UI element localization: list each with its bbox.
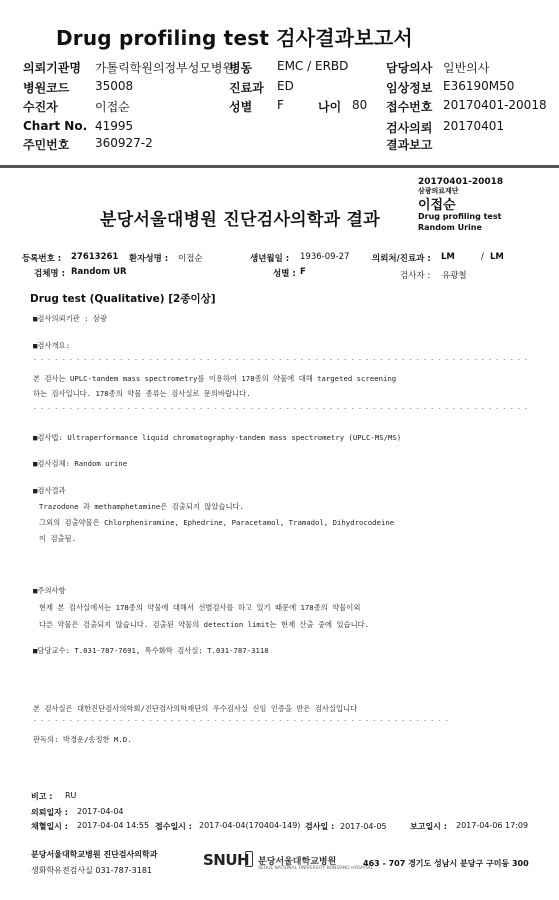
request-date-label: 의뢰일자 : [31,808,68,817]
field-value: EMC / ERBD [277,59,349,73]
field-label: 성별 [229,100,253,114]
dashed-divider: - - - - - - - - - - - - - - - - - - - - - - - - - - - - - - - - - - - - - - - - - - - - - - - - - - - - - - - - - - - - - - - - - - - - - [33,356,528,363]
collection-label: 채혈일시 : [31,822,68,831]
report-date-value: 2017-04-06 17:09 [456,821,529,830]
tester-value: 유광철 [442,271,467,281]
field-value: E36190M50 [443,79,515,93]
ref-value-1: LM [441,252,455,262]
tester-label: 검사자 : [400,271,431,281]
field-value: 20170401-20018 [443,98,547,112]
report-line: ■검사의뢰기관 : 삼광 [33,314,107,323]
test-date-label: 검사일 : [305,822,335,831]
snuh-logo-english: SEOUL NATIONAL UNIVERSITY BUNDANG HOSPITAL [258,866,374,871]
report-line: 판독의: 박경운/송정한 M.D. [33,735,132,744]
field-value: 360927-2 [95,136,153,150]
page-title: Drug profiling test 검사결과보고서 [56,26,413,50]
snuh-logo-icon [245,851,253,867]
field-label: 의뢰기관명 [23,61,81,75]
report-line: 그외의 검출약물은 Chlorpheniramine, Ephedrine, Paracetamol, Tramadol, Dihydrocodeine [39,518,395,527]
report-line: Trazodone 과 methamphetamine은 검출되지 않았습니다. [39,502,244,511]
accession-specimen: Random Urine [418,223,482,232]
drug-test-title: Drug test (Qualitative) [2종이상] [30,293,216,305]
field-label: 병동 [229,61,253,75]
field-value: 41995 [95,119,134,133]
hospital-name: 분당서울대학교병원 진단검사의학과 [31,850,158,859]
lab-contact: 생화학유전검사실 031-787-3181 [31,866,153,875]
field-value: 80 [352,98,368,112]
field-value: 35008 [95,79,134,93]
field-label: 나이 [318,100,342,114]
field-value: ED [277,79,294,93]
reg-value: 27613261 [71,252,119,262]
sex-label: 성별 : [273,269,296,279]
field-label: 접수번호 [386,100,433,114]
field-value: 가톨릭학원의정부성모병원 [95,61,235,75]
hospital-address: 463 - 707 경기도 성남시 분당구 구미동 300 [363,859,529,868]
report-date-label: 보고일시 : [410,822,447,831]
report-line: ■검사검체: Random urine [33,459,128,468]
report-line: ■검사결과 [33,486,66,495]
field-label: 임상정보 [386,81,433,95]
test-date-value: 2017-04-05 [340,822,387,831]
accession-test: Drug profiling test [418,212,502,221]
dob-label: 생년월일 : [250,254,290,264]
field-label: 병원코드 [23,81,70,95]
field-value: 일반의사 [443,61,490,75]
report-line: 본 검사는 UPLC-tandem mass spectrometry를 이용하여 178종의 약물에 대해 targeted screening [33,374,397,383]
field-label: Chart No. [23,119,88,133]
report-line: ■검사법: Ultraperformance liquid chromatography-tandem mass spectrometry (UPLC-MS/MS) [33,433,402,442]
collection-value: 2017-04-04 14:55 [77,821,150,830]
receipt-label: 접수일시 : [155,822,192,831]
name-value: 이접순 [178,254,203,264]
report-line: 이 검출됨. [39,534,76,543]
field-label: 담당의사 [386,61,433,75]
reg-label: 등록번호 : [22,254,62,264]
report-line: 본 검사실은 대한진단검사의학회/진단검사의학재단의 우수검사실 신임 인증을 받은 검사실입니다 [33,704,358,713]
report-line: 하는 검사입니다. 178종의 약물 종류는 검사실로 문의바랍니다. [33,389,251,398]
field-label: 검사의뢰 [386,121,433,135]
report-line: ■검사개요: [33,341,70,350]
accession-number: 20170401-20018 [418,177,504,187]
field-value: 이접순 [95,100,130,114]
sex-value: F [300,267,306,277]
accession-org: 삼광의료재단 [418,187,459,195]
field-label: 진료과 [229,81,264,95]
dashed-divider: - - - - - - - - - - - - - - - - - - - - - - - - - - - - - - - - - - - - - - - - - - - - - - - - - - - - - - - - - - [33,717,449,724]
accession-name: 이접순 [418,198,456,213]
field-label: 수진자 [23,100,58,114]
specimen-value: Random UR [71,267,127,277]
field-value: F [277,98,284,112]
field-value: 20170401 [443,119,505,133]
report-line: ■주의사항 [33,586,66,595]
report-line: ■담당교수: T.031-787-7691, 특수화학 검사실: T.031-787-3118 [33,646,269,655]
request-date-value: 2017-04-04 [77,807,124,816]
field-label: 결과보고 [386,138,433,152]
dashed-divider: - - - - - - - - - - - - - - - - - - - - - - - - - - - - - - - - - - - - - - - - - - - - - - - - - - - - - - - - - - - - - - - - - - - - - [33,405,528,412]
remark-label: 비고 : [31,792,53,801]
report-line: 현재 본 검사실에서는 178종의 약물에 대해서 선별검사를 하고 있기 때문에 178종의 약물이외 [39,603,361,612]
section-divider [0,165,559,168]
ref-value-2: LM [490,252,504,262]
ref-label: 의뢰처/진료과 : [372,254,431,264]
remark-value: RU [65,791,77,800]
field-label: 주민번호 [23,138,70,152]
name-label: 환자성명 : [129,254,169,264]
snuh-logo-text: SNUH [203,851,250,869]
specimen-label: 검체명 : [34,269,65,279]
report-title: 분당서울대병원 진단검사의학과 결과 [100,210,380,230]
report-line: 다른 약물은 검출되지 않습니다. 검출된 약물의 detection limit는 현재 산출 중에 있습니다. [39,620,370,629]
snuh-logo-name: 분당서울대학교병원 [258,857,337,867]
receipt-value: 2017-04-04(170404-149) [199,821,301,830]
dob-value: 1936-09-27 [300,252,350,262]
ref-separator: / [481,252,484,262]
